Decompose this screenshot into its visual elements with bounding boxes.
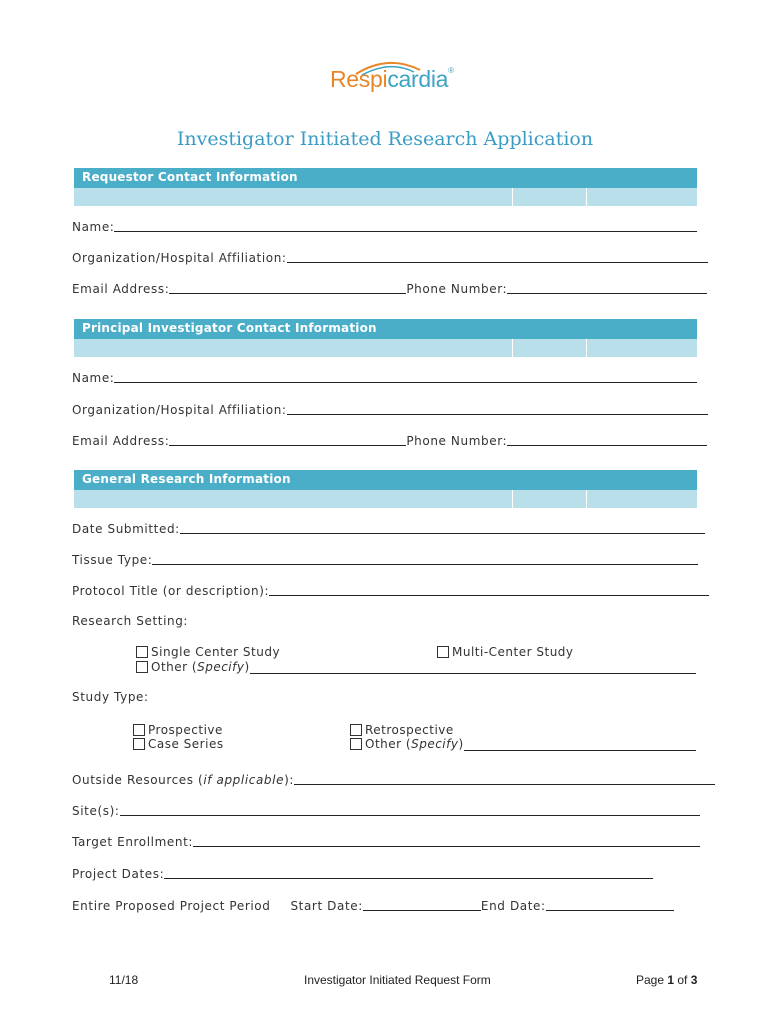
tissue-type-label: Tissue Type: (72, 553, 153, 567)
requestor-org-row (72, 250, 708, 265)
tissue-type-field[interactable] (152, 552, 698, 565)
study-other-option[interactable] (350, 737, 696, 751)
study-type-row (72, 690, 149, 704)
multi-center-option[interactable] (437, 645, 574, 659)
end-date-field[interactable] (546, 898, 674, 911)
retrospective-checkbox[interactable] (350, 724, 362, 736)
logo-mark: ® (448, 66, 454, 75)
start-date-label: Start Date: (290, 899, 363, 913)
sites-field[interactable] (120, 803, 700, 816)
pi-org-field[interactable] (287, 402, 708, 415)
protocol-title-label: Protocol Title (or description): (72, 584, 270, 598)
multi-center-label: Multi-Center Study (452, 645, 574, 659)
outside-resources-label: Outside Resources ( (72, 773, 204, 787)
study-other-prefix: Other ( (365, 737, 412, 751)
multi-center-checkbox[interactable] (437, 646, 449, 658)
requestor-email-row (72, 281, 707, 296)
project-dates-field[interactable] (164, 866, 653, 879)
pi-name-label: Name: (72, 371, 115, 385)
retrospective-option[interactable] (350, 723, 454, 737)
prospective-label: Prospective (148, 723, 223, 737)
prospective-checkbox[interactable] (133, 724, 145, 736)
sites-label: Site(s): (72, 804, 120, 818)
pi-name-row (72, 370, 697, 385)
pi-email-label: Email Address: (72, 434, 170, 448)
prospective-option[interactable] (133, 723, 223, 737)
page-current: 1 (667, 973, 675, 987)
project-period-row (72, 898, 674, 913)
pi-phone-label: Phone Number: (406, 434, 508, 448)
case-series-checkbox[interactable] (133, 738, 145, 750)
date-submitted-label: Date Submitted: (72, 522, 180, 536)
outside-resources-suffix: ): (284, 773, 294, 787)
setting-other-field[interactable] (250, 661, 696, 674)
protocol-title-field[interactable] (269, 583, 709, 596)
setting-other-prefix: Other ( (151, 660, 198, 674)
date-submitted-row (72, 521, 705, 536)
footer-form-name: Investigator Initiated Request Form (304, 973, 491, 987)
target-enrollment-row (72, 834, 700, 849)
single-center-checkbox[interactable] (136, 646, 148, 658)
protocol-title-row (72, 583, 709, 598)
requestor-phone-field[interactable] (507, 281, 707, 294)
tissue-type-row (72, 552, 698, 567)
logo-text-part2: cardia (387, 66, 449, 92)
single-center-label: Single Center Study (151, 645, 281, 659)
project-dates-label: Project Dates: (72, 867, 165, 881)
entire-period-label: Entire Proposed Project Period (72, 899, 271, 913)
pi-email-row (72, 433, 707, 448)
section-subbar-pi (74, 339, 697, 357)
setting-other-suffix: ) (244, 660, 250, 674)
single-center-option[interactable] (136, 645, 280, 659)
study-other-specify: Specify (411, 737, 459, 751)
page-title: Investigator Initiated Research Application (176, 128, 594, 150)
footer-date: 11/18 (109, 973, 139, 987)
study-type-label: Study Type: (72, 690, 149, 704)
pi-org-row (72, 402, 708, 417)
section-subbar-general (74, 490, 697, 508)
study-other-suffix: ) (458, 737, 464, 751)
page-total: 3 (690, 973, 698, 987)
footer-page-number (636, 973, 697, 987)
outside-resources-row (72, 772, 715, 787)
requestor-email-label: Email Address: (72, 282, 170, 296)
requestor-name-row (72, 219, 697, 234)
setting-other-option[interactable] (136, 660, 696, 674)
requestor-org-field[interactable] (287, 250, 708, 263)
project-dates-row (72, 866, 653, 881)
start-date-field[interactable] (363, 898, 481, 911)
section-header-pi: Principal Investigator Contact Information (74, 319, 697, 339)
page-of: of (674, 973, 691, 987)
requestor-org-label: Organization/Hospital Affiliation: (72, 251, 287, 265)
requestor-name-label: Name: (72, 220, 115, 234)
section-header-general: General Research Information (74, 470, 697, 490)
date-submitted-field[interactable] (180, 521, 705, 534)
section-header-requestor: Requestor Contact Information (74, 168, 697, 188)
target-enrollment-field[interactable] (193, 834, 700, 847)
outside-resources-italic: if applicable (203, 773, 285, 787)
logo-text-part1: Respi (330, 66, 388, 92)
requestor-name-field[interactable] (114, 219, 697, 232)
requestor-phone-label: Phone Number: (406, 282, 508, 296)
study-other-field[interactable] (464, 738, 696, 751)
target-enrollment-label: Target Enrollment: (72, 835, 194, 849)
pi-name-field[interactable] (114, 370, 697, 383)
page-prefix: Page (636, 973, 668, 987)
setting-other-specify: Specify (197, 660, 245, 674)
research-setting-label: Research Setting: (72, 614, 189, 628)
study-other-checkbox[interactable] (350, 738, 362, 750)
research-setting-row (72, 614, 188, 628)
end-date-label: End Date: (480, 899, 546, 913)
setting-other-checkbox[interactable] (136, 661, 148, 673)
pi-email-field[interactable] (169, 433, 406, 446)
requestor-email-field[interactable] (169, 281, 406, 294)
pi-phone-field[interactable] (507, 433, 707, 446)
retrospective-label: Retrospective (365, 723, 454, 737)
case-series-option[interactable] (133, 737, 224, 751)
case-series-label: Case Series (148, 737, 224, 751)
section-subbar-requestor (74, 188, 697, 206)
pi-org-label: Organization/Hospital Affiliation: (72, 403, 287, 417)
outside-resources-field[interactable] (294, 772, 715, 785)
company-logo (330, 66, 454, 93)
sites-row (72, 803, 700, 818)
